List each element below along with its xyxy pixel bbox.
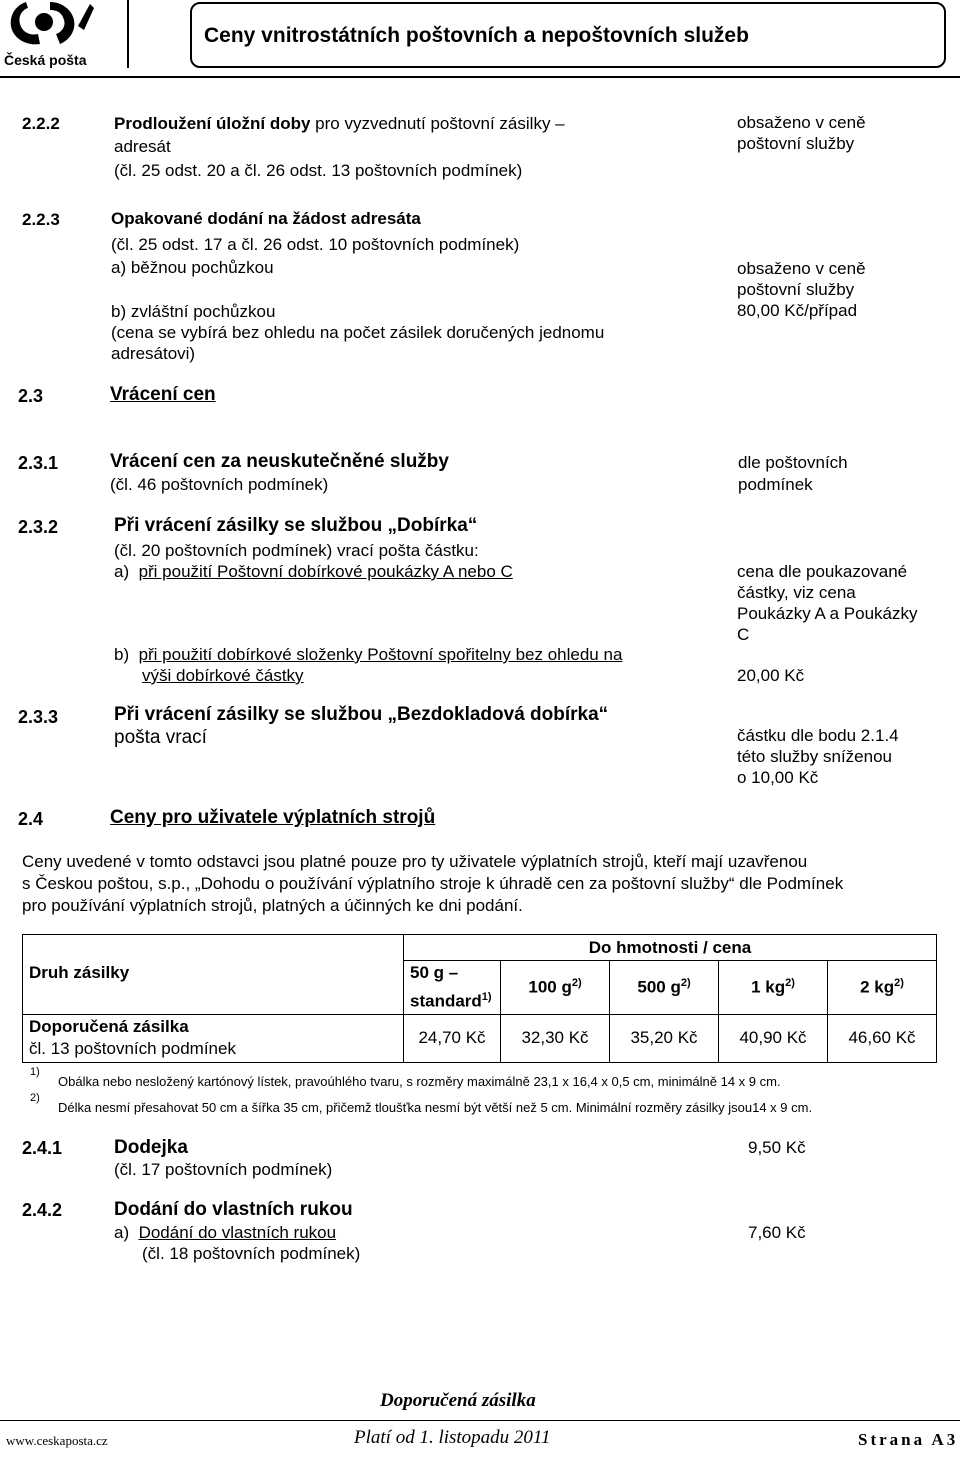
table-cell-price: 46,60 Kč — [828, 1014, 937, 1062]
footer-section: Doporučená zásilka — [380, 1390, 536, 1411]
footnote-text: Obálka nebo nesložený kartónový lístek, pravoúhlého tvaru, s rozměry maximálně 23,1 x 16,4 x 0,5 cm, minimálně 14 x 9 cm. — [58, 1074, 781, 1089]
price-text: podmínek — [738, 475, 813, 494]
price-table — [22, 934, 937, 1063]
item-a: a) Dodání do vlastních rukou — [114, 1223, 337, 1242]
paragraph-line: s Českou poštou, s.p., „Dohodu o používání výplatního stroje k úhradě cen za poštovní služby“ dle Podmínek — [22, 874, 844, 893]
item-note: (cena se vybírá bez ohledu na počet zásilek doručených jednomu — [111, 323, 605, 342]
footer-page: Strana A3 — [858, 1430, 959, 1449]
section-title: Při vrácení zásilky se službou „Dobírka“ — [114, 515, 478, 536]
section-number: 2.2.2 — [22, 114, 60, 133]
price-text: 80,00 Kč/případ — [737, 301, 858, 320]
price-text: dle poštovních — [738, 453, 848, 472]
weight-header: 50 g – standard$^{1)}$ — [404, 961, 501, 1015]
price-text: obsaženo v ceně — [737, 259, 866, 278]
section-text: pošta vrací — [114, 727, 207, 748]
footer-rule — [0, 1420, 960, 1421]
table-cell-price: 35,20 Kč — [610, 1014, 719, 1062]
item-a: a) při použití Poštovní dobírkové poukázky A nebo C — [114, 562, 513, 581]
footnote-text: Délka nesmí přesahovat 50 cm a šířka 35 cm, přičemž tloušťka nesmí být větší než 5 cm. Minimální rozměry zásilky jsou14 x 9 cm. — [58, 1100, 813, 1115]
section-number: 2.2.3 — [22, 210, 60, 229]
section-ref: (čl. 25 odst. 20 a čl. 26 odst. 13 poštovních podmínek) — [114, 161, 523, 180]
price-text: 20,00 Kč — [737, 666, 805, 685]
section-ref: (čl. 18 poštovních podmínek) — [142, 1244, 361, 1263]
page-title: Ceny vnitrostátních poštovních a nepoštovních služeb — [204, 24, 749, 47]
section-ref: (čl. 17 poštovních podmínek) — [114, 1160, 333, 1179]
section-heading: Ceny pro uživatele výplatních strojů — [110, 807, 436, 828]
section-number: 2.4 — [18, 809, 44, 829]
paragraph-line: Ceny uvedené v tomto odstavci jsou platné pouze pro ty uživatele výplatních strojů, kteří mají uzavřenou — [22, 852, 808, 871]
price-text: poštovní služby — [737, 134, 855, 153]
section-title: Při vrácení zásilky se službou „Bezdokladová dobírka“ — [114, 704, 609, 725]
section-number: 2.3.2 — [18, 517, 59, 537]
section-ref: (čl. 20 poštovních podmínek) vrací pošta částku: — [114, 541, 479, 560]
price-text: o 10,00 Kč — [737, 768, 819, 787]
section-ref: (čl. 46 poštovních podmínek) — [110, 475, 329, 494]
section-title: Prodloužení úložní doby pro vyzvednutí poštovní zásilky – — [114, 114, 565, 133]
section-title: Vrácení cen za neuskutečněné služby — [110, 451, 449, 472]
weight-header: 100 $g^{2)}$ — [501, 961, 610, 1015]
price-text: této služby sníženou — [737, 747, 892, 766]
section-number: 2.3 — [18, 386, 44, 406]
price-text: obsaženo v ceně — [737, 113, 866, 132]
table-cell-price: 32,30 Kč — [501, 1014, 610, 1062]
section-number: 2.4.1 — [22, 1138, 63, 1158]
paragraph-line: pro používání výplatních strojů, platných a účinných ke dni podání. — [22, 896, 523, 915]
item-b-cont: výši dobírkové částky — [142, 666, 304, 685]
price-text: cena dle poukazované — [737, 562, 908, 581]
price-text: poštovní služby — [737, 280, 855, 299]
section-text: adresát — [114, 137, 171, 156]
logo-text: Česká pošta — [4, 52, 87, 68]
col-header-group: Do hmotnosti / cena — [404, 935, 937, 961]
ceska-posta-logo — [4, 0, 96, 70]
price-text: 7,60 Kč — [748, 1223, 806, 1242]
section-title: Opakované dodání na žádost adresáta — [111, 209, 421, 228]
section-number: 2.4.2 — [22, 1200, 63, 1220]
footnote-mark: 1) — [30, 1066, 40, 1078]
footer-valid: Platí od 1. listopadu 2011 — [354, 1427, 551, 1448]
weight-header: 2 $kg^{2)}$ — [828, 961, 937, 1015]
table-cell-price: 40,90 Kč — [719, 1014, 828, 1062]
item-b: b) zvláštní pochůzkou — [111, 302, 276, 321]
table-row-label: Doporučená zásilka čl. 13 poštovních podmínek — [23, 1014, 404, 1062]
item-note: adresátovi) — [111, 344, 196, 363]
section-title: Dodání do vlastních rukou — [114, 1199, 353, 1220]
price-text: částky, viz cena — [737, 583, 856, 602]
price-text: částku dle bodu 2.1.4 — [737, 726, 899, 745]
section-number: 2.3.1 — [18, 453, 59, 473]
footnote-mark: 2) — [30, 1092, 40, 1104]
weight-header: 1 $kg^{2)}$ — [719, 961, 828, 1015]
header-rule — [0, 76, 960, 78]
footer-url: www.ceskaposta.cz — [6, 1433, 108, 1448]
col-header-type: Druh zásilky — [23, 935, 404, 1015]
section-heading: Vrácení cen — [110, 384, 216, 405]
header-divider — [127, 0, 129, 68]
price-text: 9,50 Kč — [748, 1138, 806, 1157]
section-number: 2.3.3 — [18, 707, 59, 727]
weight-header: 500 $g^{2)}$ — [610, 961, 719, 1015]
section-ref: (čl. 25 odst. 17 a čl. 26 odst. 10 poštovních podmínek) — [111, 235, 520, 254]
item-b: b) při použití dobírkové složenky Poštovní spořitelny bez ohledu na — [114, 645, 623, 664]
item-a: a) běžnou pochůzkou — [111, 258, 274, 277]
table-cell-price: 24,70 Kč — [404, 1014, 501, 1062]
price-text: Poukázky A a Poukázky — [737, 604, 918, 623]
header-title-box — [190, 2, 946, 68]
section-title: Dodejka — [114, 1137, 188, 1158]
price-text: C — [737, 625, 750, 644]
